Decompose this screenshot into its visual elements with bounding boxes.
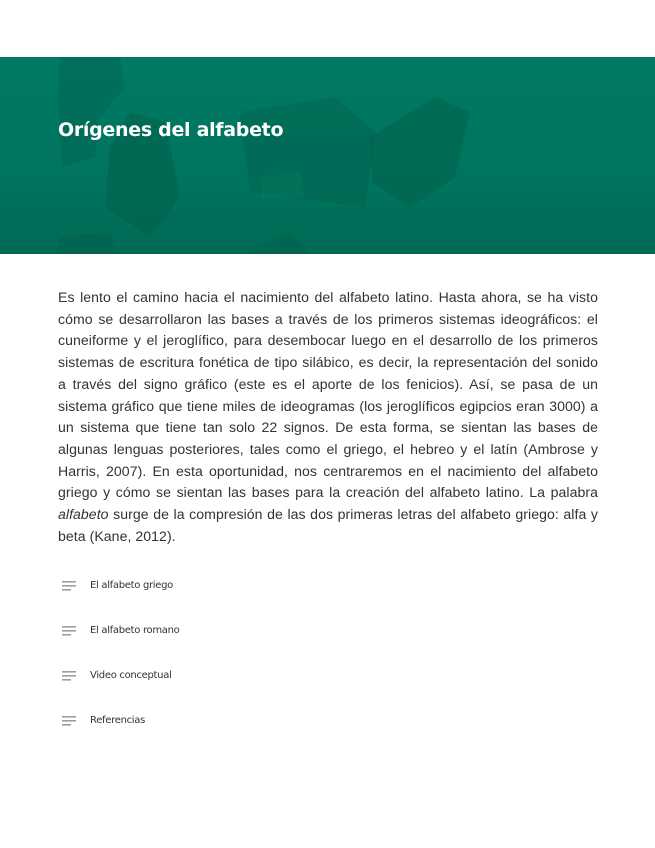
section-link-label: Video conceptual (90, 670, 172, 681)
section-list (58, 573, 179, 753)
section-link-referencias[interactable] (58, 708, 179, 733)
section-link-label: El alfabeto griego (90, 580, 174, 591)
short-text-icon (62, 669, 80, 683)
hero-banner (0, 57, 655, 254)
short-text-icon (62, 579, 80, 593)
intro-emphasis: alfabeto (58, 506, 109, 523)
building-silhouette-background (0, 57, 655, 254)
section-link-video-conceptual[interactable] (58, 663, 179, 688)
short-text-icon (62, 714, 80, 728)
intro-text-part-2: surge de la compresión de las dos primeras letras del alfabeto griego: alfa y beta (Kane, 2012). (58, 506, 598, 544)
section-link-el-alfabeto-romano[interactable] (58, 618, 179, 643)
page-title: Orígenes del alfabeto (58, 119, 284, 141)
short-text-icon (62, 624, 80, 638)
intro-paragraph (58, 287, 598, 547)
intro-text-part-1: Es lento el camino hacia el nacimiento del alfabeto latino. Hasta ahora, se ha visto cómo se desarrollaron las bases a través de los primeros sistemas ideográficos: el cuneiforme y el jeroglífico, para desembocar luego en el desarrollo de los primeros sistemas de escritura fonética de tipo silábico, es decir, la representación del sonido a través del signo gráfico (este es el aporte de los fenicios). Así, se pasa de un sistema gráfico que tiene miles de ideogramas (los jeroglíficos egipcios eran 3000) a un sistema que tiene tan solo 22 signos. De esta forma, se sientan las bases de algunas lenguas posteriores, tales como el griego, el hebreo y el latín (Ambrose y Harris, 2007). En esta oportunidad, nos centraremos en el nacimiento del alfabeto griego y cómo se sientan las bases para la creación del alfabeto latino. La palabra (58, 289, 598, 501)
section-link-label: El alfabeto romano (90, 625, 180, 636)
section-link-el-alfabeto-griego[interactable] (58, 573, 179, 598)
section-link-label: Referencias (90, 715, 146, 726)
content-area (58, 287, 598, 547)
